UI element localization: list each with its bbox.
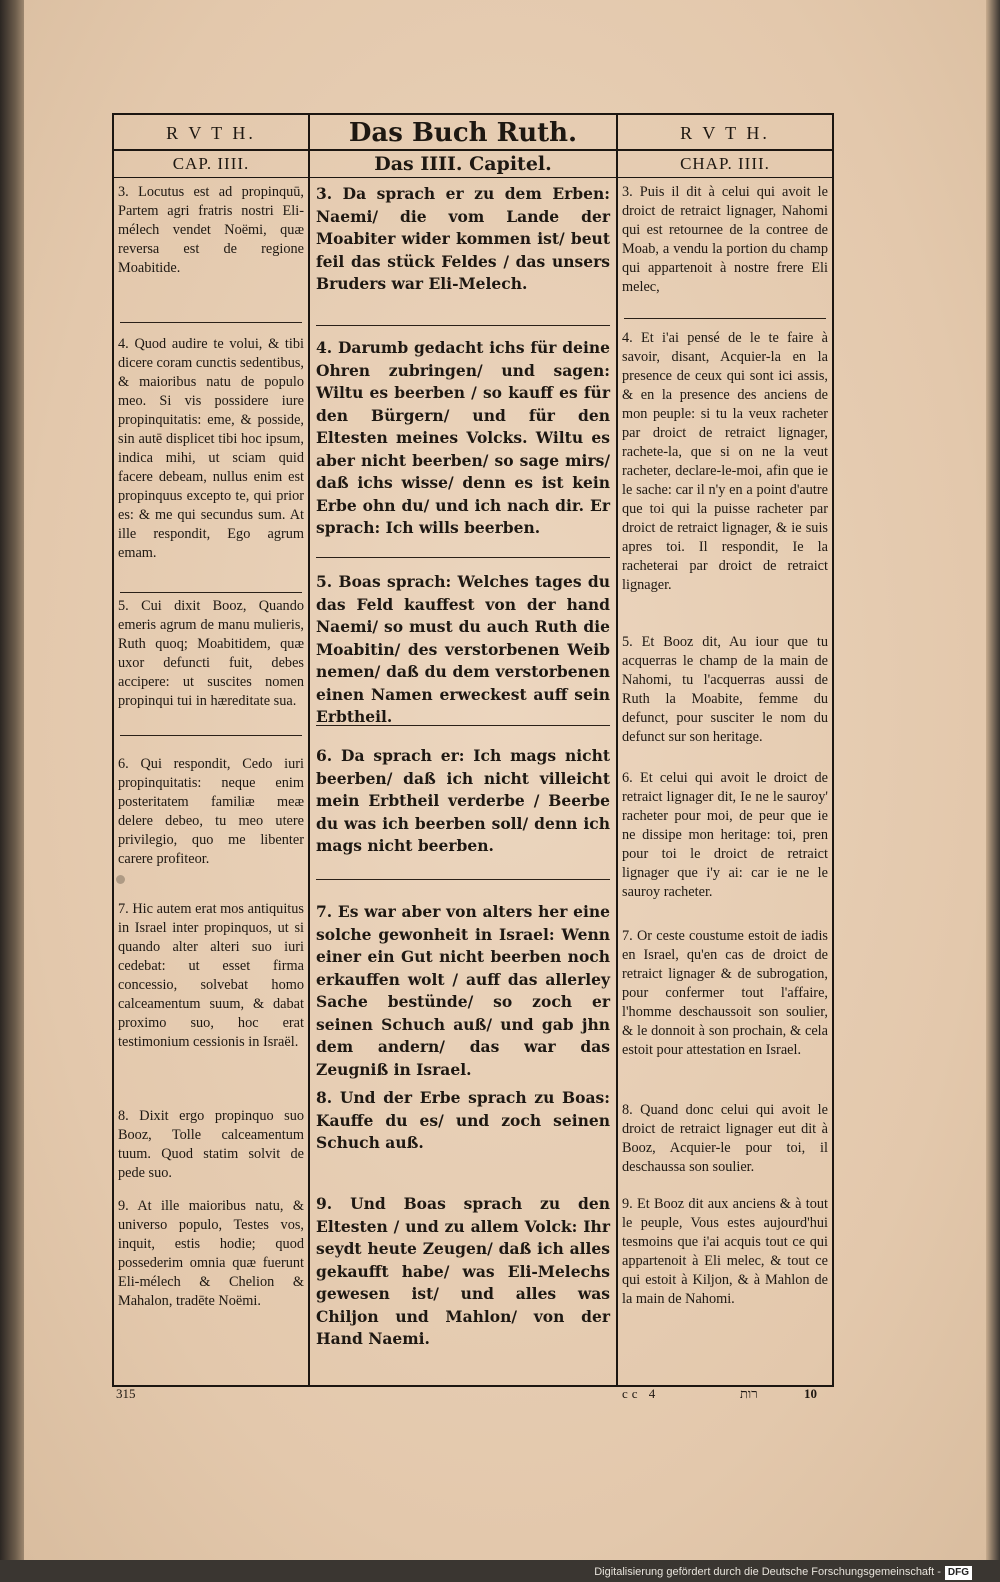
verse-divider: [120, 322, 302, 323]
german-column: [310, 115, 616, 1385]
german-running-title: Das Buch Ruth.: [310, 115, 616, 151]
column-rule: [832, 115, 834, 1385]
book-binding-edge: [0, 0, 26, 1560]
verse-divider: [316, 557, 610, 558]
verse-divider: [120, 735, 302, 736]
french-verse-3: 3. Puis il dit à celui qui avoit le droict de retraict lignager, Nahomi qui est retournee de la contree de Moab, a vendu la portion du champ qui appartenoit à nostre frere Eli melec,: [622, 184, 828, 295]
french-running-title: R V T H.: [618, 115, 832, 151]
french-chapter-heading: CHAP. IIII.: [618, 151, 832, 178]
french-verse-4: 4. Et i'ai pensé de le te faire à savoir, disant, Acquier-la en la presence de ceux qui sont ici assis, & en la presence des anciens de mon peuple: si tu la veux racheter par droict de retraict lignager, rachete-la, que si on ne la veut racheter, declare-le-moi, afin que ie le sache: car il n'y en a point d'autre que toi qui la puisse racheter par droict de retraict lignager, & ie suis apres toi. Il respondit, Ie la racheterai par droict de retraict lignager.: [622, 330, 828, 593]
latin-verse-5: 5. Cui dixit Booz, Quando emeris agrum de manu mulieris, Ruth quoq; Moabitidem, quæ uxor defuncti fuit, debes accipere: ut suscites nomen propinqui tui in hæreditate sua.: [118, 598, 304, 709]
french-column: [618, 115, 832, 1385]
verse-divider: [120, 592, 302, 593]
german-verse-5: 5. Boas sprach: Welches tages du das Feld kauffest von der hand Naemi/ so must du auch Ruth die Moabitin/ des verstorbenen Weib nemen/ daß du dem verstorbenen einen Namen erweckest auff sein Erbtheil.: [316, 572, 610, 726]
latin-running-title: R V T H.: [114, 115, 308, 151]
french-verse-5: 5. Et Booz dit, Au iour que tu acquerras le champ de la main de Nahomi, tu l'acquerras aussi de Ruth la Moabite, femme du defunct, pour susciter le nom du defunct sur son heritage.: [622, 634, 828, 745]
text-frame: [112, 113, 834, 1387]
page-footer: [112, 1386, 834, 1408]
verse-divider: [316, 879, 610, 880]
verse-divider: [624, 318, 826, 319]
german-verse-7: 7. Es war aber von alters her eine solche gewonheit in Israel: Wenn einer ein Gut nicht beerben noch erkauffen wolt / auff das allerley Sache bestünde/ so zoch er seinen Schuch auß/ und gab jhn dem andern/ das war das Zeugniß in Israel.: [316, 902, 610, 1079]
german-chapter-heading: Das IIII. Capitel.: [310, 151, 616, 178]
german-verse-3: 3. Da sprach er zu dem Erben: Naemi/ die vom Lande der Moabiter wider kommen ist/ beut feil das stück Feldes / das unsers Bruders war Eli-Melech.: [316, 184, 610, 293]
credit-text: Digitalisierung gefördert durch die Deutsche Forschungsgemeinschaft -: [594, 1566, 941, 1578]
verse-divider: [316, 325, 610, 326]
latin-chapter-heading: CAP. IIII.: [114, 151, 308, 178]
signature-mark: cc 4: [622, 1386, 660, 1401]
german-verse-6: 6. Da sprach er: Ich mags nicht beerben/ daß ich nicht villeicht mein Erbtheil verderbe / Beerbe du was ich beerben soll/ denn ich mags nicht beerben.: [316, 746, 610, 855]
dfg-logo: DFG: [945, 1566, 972, 1580]
latin-verse-6: 6. Qui respondit, Cedo iuri propinquitatis: neque enim posteritatem familiæ meæ delere debeo, tu meo utere privilegio, quo me libenter carere profiteor.: [118, 756, 304, 867]
verse-divider: [316, 725, 610, 726]
latin-column: [114, 115, 308, 1385]
page-number-left: 315: [116, 1386, 136, 1401]
french-verse-9: 9. Et Booz dit aux anciens & à tout le peuple, Vous estes aujourd'hui tesmoins que i'ai acquis tout ce qui appartenoit à Eli melec, & tout ce qui estoit à Kiljon, & à Mahlon de la main de Nahomi.: [622, 1196, 828, 1307]
latin-verse-7: 7. Hic autem erat mos antiquitus in Israel inter propinquos, ut si quando alter alteri suo iuri cedebat: ut esset firma concessio, solvebat homo calceamentum suum, & dabat proximo suo, hoc erat testimonium cessionis in Israël.: [118, 901, 304, 1050]
digitization-credit: [594, 1562, 972, 1582]
latin-verse-9: 9. At ille maioribus natu, & universo populo, Testes vos, inquit, estis hodie; quod possederim omnia quæ fuerunt Eli-mélech & Chelion & Mahalon, tradēte Noëmi.: [118, 1198, 304, 1309]
page-edge: [986, 0, 1000, 1560]
french-verse-7: 7. Or ceste coustume estoit de iadis en Israel, qu'en cas de droict de retraict lignager & de subrogation, pour confermer tout l'affaire, l'homme deschaussoit son soulier, & le donnoit à son prochain, & cela estoit pour attestation en Israel.: [622, 928, 828, 1058]
hebrew-running-word: רות: [740, 1386, 758, 1401]
german-verse-8: 8. Und der Erbe sprach zu Boas: Kauffe du es/ und zoch seinen Schuch auß.: [316, 1088, 610, 1152]
french-verse-8: 8. Quand donc celui qui avoit le droict de retraict lignager eut dit à Booz, Acquier-le pour toi, il deschaussa son soulier.: [622, 1102, 828, 1175]
german-verse-4: 4. Darumb gedacht ichs für deine Ohren zubringen/ und sagen: Wiltu es beerben / so kauff es für den Bürgern/ und für den Eltesten meines Volcks. Wiltu es aber nicht beerben/ so sage mirs/ daß ichs wisse/ denn es ist kein Erbe ohn du/ und ich nach dir. Er sprach: Ich wills beerben.: [316, 338, 610, 537]
latin-verse-3: 3. Locutus est ad propinquū, Partem agri fratris nostri Eli-mélech vendet Noëmi, quæ reversa est de regione Moabitide.: [118, 184, 304, 276]
page-number-right: 10: [804, 1386, 817, 1401]
french-verse-6: 6. Et celui qui avoit le droict de retraict lignager dit, Ie ne le sauroy' racheter pour moi, de peur que ie ne dissipe mon heritage: toi, pren pour toi le droict de retraict lignager que i'y ai: car ie ne le sauroy racheter.: [622, 770, 828, 900]
german-verse-9: 9. Und Boas sprach zu den Eltesten / und zu allem Volck: Ihr seydt heute Zeugen/ daß ich alles gekaufft habe/ was Eli-Melechs gewesen ist/ und alles was Chiljon und Mahlon/ von der Hand Naemi.: [316, 1194, 610, 1348]
latin-verse-8: 8. Dixit ergo propinquo suo Booz, Tolle calceamentum tuum. Quod statim solvit de pede suo.: [118, 1108, 304, 1181]
latin-verse-4: 4. Quod audire te volui, & tibi dicere coram cunctis sedentibus, & maioribus natu de populo meo. Si vis possidere iure propinquitatis: eme, & posside, sin autē displicet tibi hoc ipsum, indica mihi, ut sciam quid facere debeam, nullus enim est propinquus excepto te, qui prior es: & me qui secundus sum. At ille respondit, Ego agrum emam.: [118, 336, 304, 561]
